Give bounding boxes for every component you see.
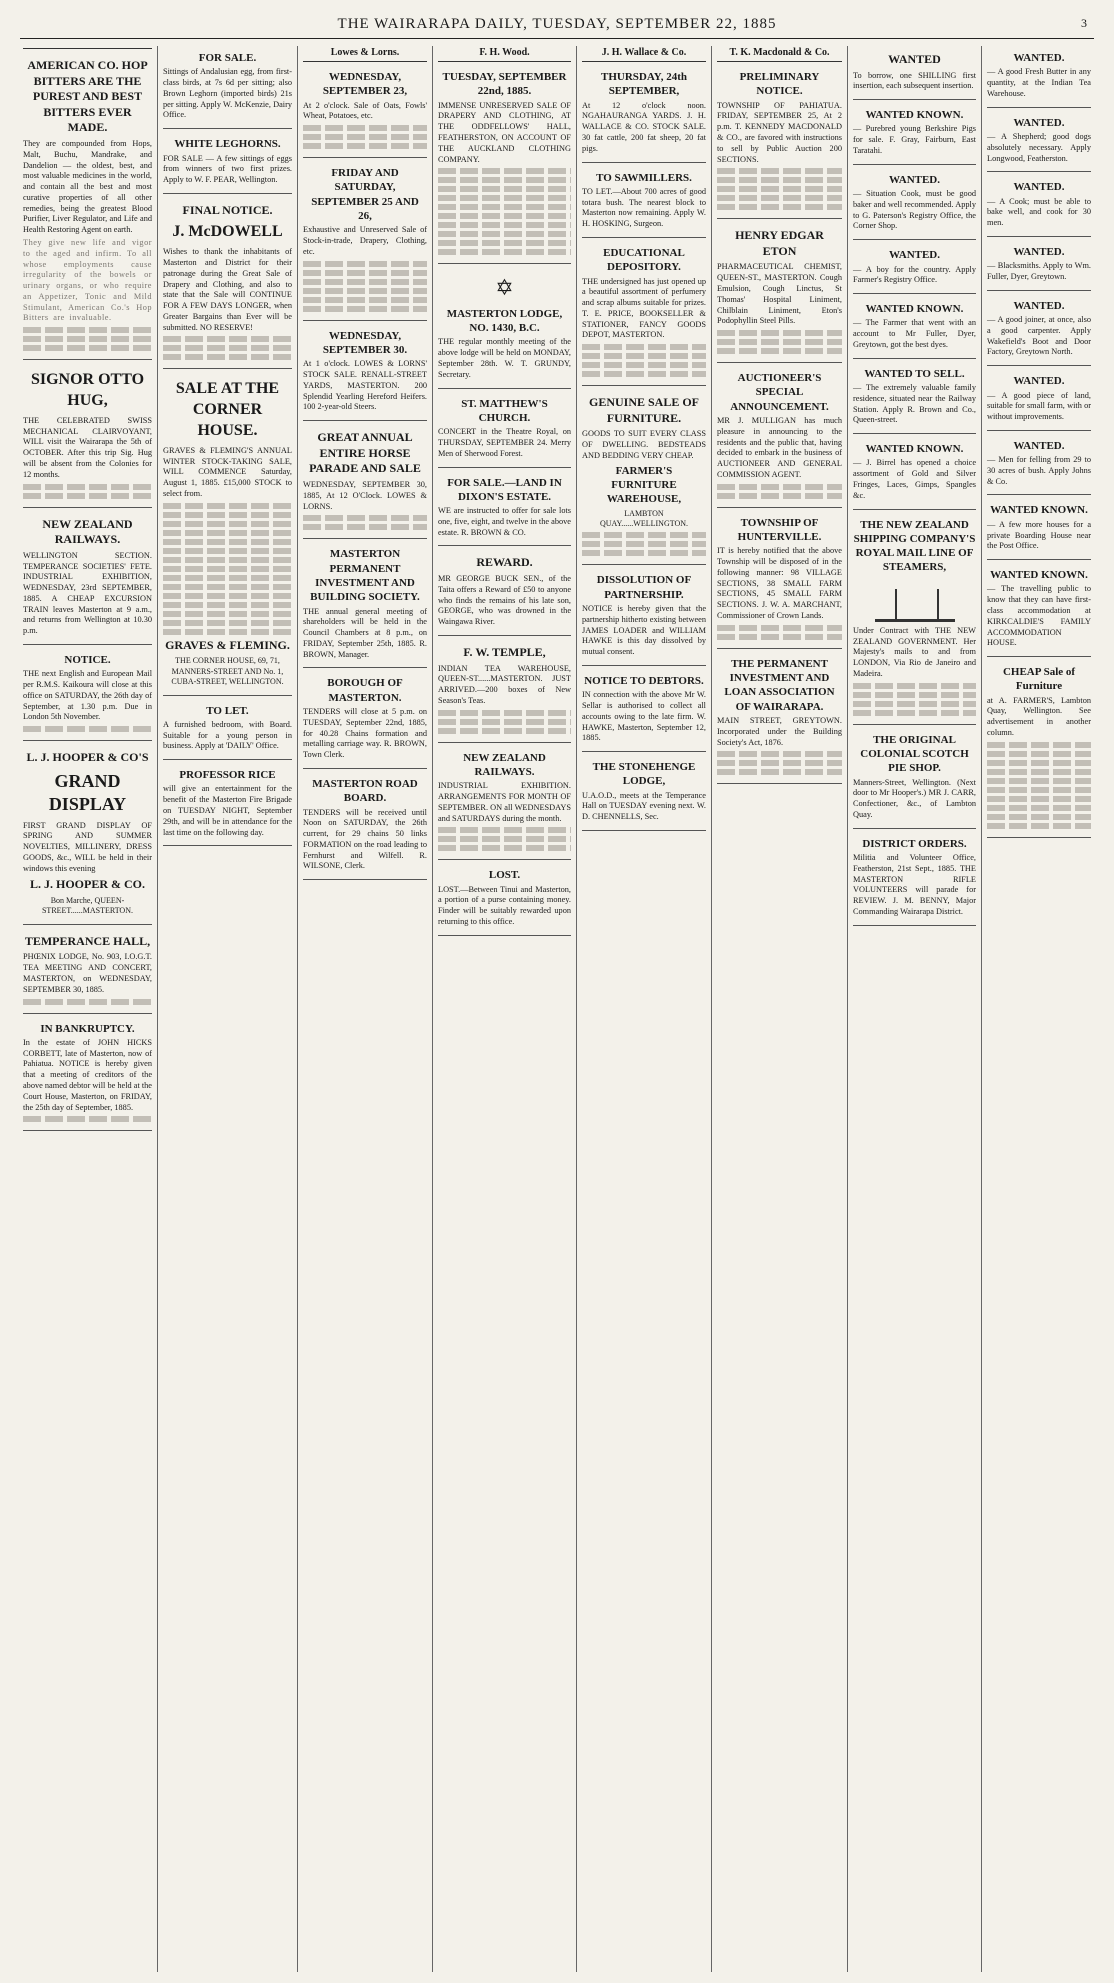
ad-heading: NEW ZEALAND RAILWAYS. xyxy=(463,751,546,778)
ad-wanted-travelling xyxy=(987,563,1091,657)
ad-wanted-3 xyxy=(853,243,976,294)
ad-heading: NEW ZEALAND RAILWAYS. xyxy=(42,516,133,547)
ad-wanted-2 xyxy=(853,168,976,240)
ad-wanted-birrel xyxy=(853,437,976,509)
ad-body: At 1 o'clock. LOWES & LORNS' STOCK SALE. RENALL-STREET YARDS, MASTERTON. 200 Splendid Yearling Hereford Heifers. 100 2-year-old Steers. xyxy=(303,359,427,412)
ad-body: will give an entertainment for the benefit of the Masterton Fire Brigade on TUESDAY NIGHT, September 29th, and will be in attendance for the last time on the following day. xyxy=(163,784,292,837)
ad-body: NOTICE is hereby given that the partnership hitherto existing between JAMES LOADER and WILLIAM HAWKE is this day dissolved by mutual consent. xyxy=(582,604,706,657)
ad-heading: LOST. xyxy=(488,869,521,882)
ad-heading: THE NEW ZEALAND SHIPPING COMPANY'S ROYAL MAIL LINE OF STEAMERS, xyxy=(853,518,976,574)
ad-wanted-1 xyxy=(853,103,976,165)
ad-wanted-shepherd xyxy=(987,111,1091,173)
ad-body: GOODS TO SUIT EVERY CLASS OF DWELLING. BEDSTEADS AND BEDDING VERY CHEAP. xyxy=(582,429,706,460)
ad-body: Bon Marche, QUEEN-STREET......MASTERTON. xyxy=(41,896,133,916)
ad-scotch-pie xyxy=(853,728,976,829)
ad-body: Wishes to thank the inhabitants of Masterton and District for their patronage during the Great Sale of Drapery and Clothing, and also to state that the Sale will CONTINUE FOR A FEW DAYS LONGER, when Greater Bargains than Ever will be submitted. NO RESERVE! xyxy=(163,247,292,332)
ad-heading: FOR SALE. xyxy=(198,52,257,64)
ad-wanted-blacksmiths xyxy=(987,240,1091,291)
ad-heading: REWARD. xyxy=(476,555,533,570)
ad-wanted-5 xyxy=(853,362,976,434)
ad-body: Exhaustive and Unreserved Sale of Stock-in-trade, Drapery, Clothing, etc. xyxy=(303,225,427,256)
ad-permanent-investment xyxy=(717,652,842,785)
ad-wanted-butter xyxy=(987,46,1091,108)
ad-body: — The Farmer that went with an account to Mr Fuller, Dyer, Greytown, got the best dyes. xyxy=(853,318,976,349)
ad-heading: MASTERTON LODGE, NO. 1430, B.C. xyxy=(446,307,563,335)
ad-body: THE CELEBRATED SWISS MECHANICAL CLAIRVOYANT, WILL visit the Wairarapa the 5th of OCTOBER. After this trip Sig. Hug will be absent from the Colonies for 12 months. xyxy=(23,415,152,479)
ad-nz-shipping xyxy=(853,513,976,725)
ad-wallace-stock-sale xyxy=(582,65,706,163)
column-4 xyxy=(433,46,577,1972)
ad-nz-railways xyxy=(23,511,152,645)
ad-heading: TOWNSHIP OF HUNTERVILLE. xyxy=(737,516,822,544)
ad-heading: F. W. TEMPLE, xyxy=(463,644,546,659)
ad-heading: WANTED. xyxy=(1013,439,1065,452)
ad-cheap-furniture xyxy=(987,660,1091,838)
ad-heading: EDUCATIONAL DEPOSITORY. xyxy=(603,246,685,274)
column-8 xyxy=(982,46,1096,1972)
ad-heading: GENUINE SALE OF FURNITURE. xyxy=(588,395,700,425)
ad-body: PHŒNIX LODGE, No. 903, I.O.G.T. TEA MEETING AND CONCERT, MASTERTON, on WEDNESDAY, SEPTEMBER 30, 1885. xyxy=(23,952,152,994)
ad-body: FIRST GRAND DISPLAY OF SPRING AND SUMMER NOVELTIES, MILLINERY, DRESS GOODS, &c., WILL be held in their windows this evening xyxy=(23,820,152,873)
ad-heading: DISSOLUTION OF PARTNERSHIP. xyxy=(596,574,692,601)
ad-road-board xyxy=(303,772,427,880)
ad-hunterville xyxy=(717,511,842,649)
column-head: F. H. Wood. xyxy=(438,46,571,62)
ad-district-orders xyxy=(853,832,976,926)
ad-pahiatua xyxy=(717,65,842,219)
ad-heading: TUESDAY, SEPTEMBER 22nd, 1885. xyxy=(442,71,567,98)
ad-heading: WANTED KNOWN. xyxy=(865,443,964,456)
ad-heading: WANTED xyxy=(888,52,941,66)
ad-heading: ST. MATTHEW'S CHURCH. xyxy=(461,397,548,424)
ad-body: MAIN STREET, GREYTOWN. Incorporated under the Building Society's Act, 1876. xyxy=(717,715,842,747)
ad-heading: WEDNESDAY, SEPTEMBER 23, xyxy=(322,71,408,98)
ad-body: — A Shepherd; good dogs absolutely necessary. Apply Longwood, Featherston. xyxy=(987,131,1091,163)
masonic-emblem-icon: ✡ xyxy=(495,275,514,301)
ad-body: THE CORNER HOUSE, 69, 71, MANNERS-STREET AND No. 1, CUBA-STREET, WELLINGTON. xyxy=(171,656,284,687)
ad-body: — A good joiner, at once, also a good carpenter. Apply Wakefield's Boot and Door Factory, Greytown North. xyxy=(987,315,1091,357)
ad-body: MR J. MULLIGAN has much pleasure in announcing to the residents and the public that, having decided to embark in the business of AUCTIONEER AND GENERAL COMMISSION AGENT. xyxy=(717,416,842,479)
ad-body: WELLINGTON SECTION. TEMPERANCE SOCIETIES' FETE. INDUSTRIAL EXHIBITION, WEDNESDAY, 23rd SEPTEMBER, 1885. A CHEAP EXCURSION TRAIN leaves Masterton at 9 a.m., and returns from Wellington at 10.30 p.m. xyxy=(23,550,152,636)
ad-heading: WANTED KNOWN. xyxy=(865,303,964,316)
ad-body: TENDERS will be received until Noon on SATURDAY, the 26th current, for 29 chains 50 links FORMATION on the road leading to Fernhurst and Wilfell. R. WILSONE, Clerk. xyxy=(303,807,427,871)
ad-lowes-exhaustive-sale xyxy=(303,161,427,321)
ad-temple-tea xyxy=(438,639,571,743)
ad-body: Under Contract with THE NEW ZEALAND GOVERNMENT. Her Majesty's mails to and from LONDON, Via Rio de Janeiro and Madeira. xyxy=(853,625,976,678)
steamship-icon xyxy=(875,579,955,622)
ad-heading: PRELIMINARY NOTICE. xyxy=(739,71,820,98)
ad-reward xyxy=(438,549,571,636)
ad-wanted-cook xyxy=(987,175,1091,237)
ad-body: TOWNSHIP OF PAHIATUA. FRIDAY, SEPTEMBER 25, At 2 p.m. T. KENNEDY MACDONALD & CO., are favored with instructions to sell by Public Auction 200 SECTIONS. xyxy=(717,100,842,164)
page-number: 3 xyxy=(1081,16,1088,30)
ad-body: — A good piece of land, suitable for small farm, with or without improvements. xyxy=(987,390,1091,422)
ad-professor-rice xyxy=(163,763,292,846)
ad-mcdowell xyxy=(163,197,292,370)
ad-heading: WEDNESDAY, SEPTEMBER 30. xyxy=(322,329,408,356)
ad-body: LAMBTON QUAY......WELLINGTON. xyxy=(599,508,689,529)
ad-wanted-land xyxy=(987,369,1091,431)
ad-heading: SIGNOR OTTO HUG, xyxy=(30,371,145,410)
ad-heading: MASTERTON ROAD BOARD. xyxy=(312,777,418,805)
ad-lost xyxy=(438,863,571,935)
ad-heading: WANTED. xyxy=(888,249,941,262)
ad-body: — J. Birrel has opened a choice assortment of Gold and Silver Fringes, Laces, Gimps, Spangles &c. xyxy=(853,458,976,500)
column-7 xyxy=(848,46,982,1972)
ad-railways-exhibition xyxy=(438,746,571,861)
ad-building-society xyxy=(303,542,427,668)
ad-educational-depository xyxy=(582,241,706,386)
masthead xyxy=(20,16,1094,39)
column-5 xyxy=(577,46,712,1972)
ad-body: Sittings of Andalusian egg, from first-class birds, at 7s 6d per sitting; also Brown Leghorn (imported birds) 21s per sitting. Apply W. McKenzie, Dairy Office. xyxy=(163,67,292,120)
ad-body: — A Cook; must be able to bake well, and cook for 30 men. xyxy=(987,196,1091,228)
ad-heading: WANTED. xyxy=(1013,375,1065,388)
ad-heading: TO LET. xyxy=(206,704,249,717)
ad-body: Militia and Volunteer Office, Featherston, 21st Sept., 1885. THE MASTERTON RIFLE VOLUNTEERS will parade for REVIEW. J. M. BENNY, Major Commanding Wairarapa District. xyxy=(853,852,976,916)
ad-graves-fleming-sale xyxy=(163,372,292,695)
ad-heading: SALE AT THE CORNER HOUSE. xyxy=(175,380,280,440)
ad-body: FOR SALE — A few sittings of eggs from winners of two first prizes. Apply to W. F. PEAR, Wellington. xyxy=(163,153,292,185)
ad-body: TENDERS will close at 5 p.m. on TUESDAY, September 22nd, 1885, for 40.28 Chains formation and metalling carriage way. R. BROWN, Town Clerk. xyxy=(303,707,427,760)
ad-henry-eton xyxy=(717,222,842,363)
ad-body: — Men for felling from 29 to 30 acres of bush. Apply Johns & Co. xyxy=(987,455,1091,486)
ad-temperance-hall xyxy=(23,928,152,1014)
ad-body: In the estate of JOHN HICKS CORBETT, late of Masterton, now of Pahiatua. NOTICE is hereby given that a meeting of creditors of the above named debtor will be held at the Court House, Masterton, on FRIDAY, the 25th day of September, 1885. xyxy=(23,1037,152,1112)
ad-heading: FOR SALE.—LAND IN DIXON'S ESTATE. xyxy=(447,476,562,503)
ad-body: at A. FARMER'S, Lambton Quay, Wellington. See advertisement in another column. xyxy=(987,695,1091,738)
ad-body: THE next English and European Mail per R.M.S. Kaikoura will close at this office on SATURDAY, the 26th day of September, at 1.30 p.m. Due in London 5th November. xyxy=(23,669,152,722)
ad-heading: IN BANKRUPTCY. xyxy=(40,1022,135,1035)
ad-heading: THE ORIGINAL COLONIAL SCOTCH PIE SHOP. xyxy=(860,733,969,775)
ad-body: — A few more houses for a private Boarding House near the Post Office. xyxy=(987,519,1091,551)
ad-land-dixon xyxy=(438,471,571,547)
ad-body: — Purebred young Berkshire Pigs for sale. F. Gray, Fairburn, East Taratahi. xyxy=(853,124,976,156)
ad-st-matthews xyxy=(438,392,571,468)
ad-wanted-rates xyxy=(853,46,976,100)
ad-heading: GRAVES & FLEMING. xyxy=(165,637,290,652)
ad-to-sawmillers xyxy=(582,166,706,238)
ad-notice-debtors xyxy=(582,669,706,752)
ad-heading: TO SAWMILLERS. xyxy=(596,171,692,184)
ad-hop-bitters: AMERICAN CO. HOP BITTERS ARE THE PUREST AND BEST BITTERS EVER MADE. They are compounded from Hops, Malt, Buchu, Mandrake, and Dandelion — the oldest, best, and most valuable medicines in the world, and contain all the best and most curative properties of all other remedies, being the greatest Blood Purifier, Liver Regulator, and Life and Health Restoring Agent on earth. They give new life and vigor to the aged and infirm. To all whose employments cause irregularity of the bowels or urinary organs, or who require an Appetizer, Tonic and Mild Stimulant, American Co.'s Hop Bitters are invaluable. xyxy=(23,52,152,360)
ad-heading: TEMPERANCE HALL, xyxy=(24,933,151,948)
ad-heading: L. J. HOOPER & CO. xyxy=(29,877,145,892)
ad-wanted-men xyxy=(987,434,1091,496)
ad-wanted-4 xyxy=(853,297,976,359)
ad-heading: MASTERTON PERMANENT INVESTMENT AND BUILDING SOCIETY. xyxy=(310,548,420,604)
ad-heading: FRIDAY AND SATURDAY, SEPTEMBER 25 AND 26, xyxy=(311,167,419,223)
ad-heading: THE PERMANENT INVESTMENT AND LOAN ASSOCIATION OF WAIRARAPA. xyxy=(724,657,835,713)
ad-dissolution xyxy=(582,568,706,666)
ad-heading: NOTICE TO DEBTORS. xyxy=(584,674,704,687)
ad-body: PHARMACEUTICAL CHEMIST, QUEEN-ST., MASTERTON. Cough Emulsion, Cough Linctus, St Thomas' Hospital Liniment, Chilblain Liniment, Eton's Podophyllin Steel Pills. xyxy=(717,262,842,326)
ad-heading: WANTED KNOWN. xyxy=(990,569,1088,582)
ad-heading: BOROUGH OF MASTERTON. xyxy=(327,677,403,704)
ad-lowes-sale-oats xyxy=(303,65,427,158)
column-head xyxy=(23,46,152,49)
ad-white-leghorns xyxy=(163,132,292,194)
column-3 xyxy=(298,46,433,1972)
ad-wood-sale xyxy=(438,65,571,264)
ad-body: INDUSTRIAL EXHIBITION. ARRANGEMENTS FOR MONTH OF SEPTEMBER. ON all WEDNESDAYS and SATURDAYS during the month. xyxy=(438,781,571,823)
ad-bankruptcy xyxy=(23,1017,152,1132)
ad-heading: NOTICE. xyxy=(64,653,111,666)
ad-heading: HENRY EDGAR ETON xyxy=(735,228,824,258)
ad-body: At 12 o'clock noon. NGAHAURANGA YARDS. J. H. WALLACE & CO. STOCK SALE. 30 fat cattle, 200 fat sheep, 20 fat pigs. xyxy=(582,100,706,153)
ad-body: WEDNESDAY, SEPTEMBER 30, 1885, At 12 O'Clock. LOWES & LORNS. xyxy=(303,479,427,511)
ad-borough-masterton xyxy=(303,671,427,769)
ad-masonic-lodge xyxy=(438,267,571,388)
ad-heading: CHEAP Sale of Furniture xyxy=(1002,666,1076,693)
ad-body: U.A.O.D., meets at the Temperance Hall on TUESDAY evening next. W. D. CHENNELLS, Sec. xyxy=(582,790,706,822)
column-head: T. K. Macdonald & Co. xyxy=(717,46,842,62)
ad-heading: FARMER'S FURNITURE WAREHOUSE, xyxy=(606,464,682,506)
ad-body: WE are instructed to offer for sale lots one, five, eight, and twelve in the above estate. R. BROWN & CO. xyxy=(438,506,571,537)
ad-body: At 2 o'clock. Sale of Oats, Fowls' Wheat, Potatoes, etc. xyxy=(303,100,427,121)
masthead-title: THE WAIRARAPA DAILY, TUESDAY, SEPTEMBER 22, 1885 xyxy=(337,16,777,32)
ad-body: — Situation Cook, must be good baker and well recommended. Apply to G. Paterson's Registry Office, the Corner Shop. xyxy=(853,189,976,231)
ad-body: GRAVES & FLEMING'S ANNUAL WINTER STOCK-TAKING SALE, WILL COMMENCE Saturday, August 1, 1885. £15,000 STOCK to select from. xyxy=(163,445,292,498)
ad-heading: WANTED. xyxy=(888,173,941,186)
ad-heading: DISTRICT ORDERS. xyxy=(862,837,967,850)
ad-wanted-joiner xyxy=(987,294,1091,366)
ad-heading: WHITE LEGHORNS. xyxy=(174,138,281,151)
ad-body: INDIAN TEA WAREHOUSE, QUEEN-ST......MASTERTON. JUST ARRIVED.—200 boxes of New Season's Teas. xyxy=(438,663,571,705)
ad-body: MR GEORGE BUCK SEN., of the Taita offers a Reward of £50 to anyone who finds the remains of his late son, GEORGE, who was drowned in the Waingawa River. xyxy=(438,574,571,627)
ad-genuine-sale-furniture xyxy=(582,389,706,565)
ad-heading: WANTED. xyxy=(1013,116,1065,129)
ad-body: — The extremely valuable family residence, situated near the Railway Station. Apply R. Brown and Co., Queen-street. xyxy=(853,383,976,425)
ad-mulligan xyxy=(717,366,842,508)
ad-heading: WANTED TO SELL. xyxy=(864,367,965,380)
ad-body: LOST.—Between Tinui and Masterton, a portion of a purse containing money. Finder will be suitably rewarded upon returning to this office. xyxy=(438,884,571,927)
ad-heading: WANTED. xyxy=(1013,245,1065,258)
ad-lowes-stock-sale xyxy=(303,324,427,422)
ad-heading: L. J. HOOPER & CO'S xyxy=(26,750,149,765)
ad-heading: AMERICAN CO. HOP BITTERS ARE THE PUREST AND BEST BITTERS EVER MADE. xyxy=(27,58,148,135)
ad-body: IT is hereby notified that the above Township will be disposed of in the following manner: 98 VILLAGE SECTIONS, 38 SMALL FARM SECTIONS, 45 SMALL FARM SECTIONS. J. W. A. MARCHANT, Commissioner of Crown Lands. xyxy=(717,546,842,621)
ad-wanted-houses xyxy=(987,498,1091,560)
ad-heading: WANTED KNOWN. xyxy=(865,109,964,122)
ad-hooper-display: L. J. HOOPER & CO'S GRAND DISPLAY FIRST GRAND DISPLAY OF SPRING AND SUMMER NOVELTIES, MILLINERY, DRESS GOODS, &c., WILL be held in their windows this evening L. J. HOOPER & CO. Bon Marche, QUEEN-STREET......MASTERTON. xyxy=(23,744,152,925)
ad-body: IMMENSE UNRESERVED SALE OF DRAPERY AND CLOTHING, AT THE ODDFELLOWS' HALL, FEATHERSTON, ON ACCOUNT OF THE AUCKLAND CLOTHING COMPANY. xyxy=(438,100,571,164)
ad-body: THE regular monthly meeting of the above lodge will be held on MONDAY, September 28th. W. T. GRUNDY, Secretary. xyxy=(438,337,571,379)
column-head: Lowes & Lorns. xyxy=(303,46,427,62)
ad-heading: WANTED. xyxy=(1013,299,1065,312)
ad-for-sale-eggs xyxy=(163,46,292,129)
column-head: J. H. Wallace & Co. xyxy=(582,46,706,62)
ad-body: THE undersigned has just opened up a beautiful assortment of perfumery and scrap albums suitable for prizes. T. E. PRICE, BOOKSELLER & STATIONER, FANCY GOODS DEPOT, MASTERTON. xyxy=(582,276,706,340)
ad-body: — The travelling public to know that they can have first-class accommodation at KIRKCALDIE'S FAMILY ACCOMMODATION HOUSE. xyxy=(987,584,1091,648)
column-6 xyxy=(712,46,848,1972)
ad-heading: THURSDAY, 24th SEPTEMBER, xyxy=(601,71,687,98)
ad-body: To borrow, one SHILLING first insertion, each subsequent insertion. xyxy=(853,70,976,91)
ad-body: They are compounded from Hops, Malt, Buchu, Mandrake, and Dandelion — the oldest, best, and most valuable medicines in the world, and contain all the best and most curative properties of all other remedies, being the greatest Blood Purifier, Liver Regulator, and Life and Health Restoring Agent on earth. xyxy=(23,138,152,235)
ad-to-let xyxy=(163,699,292,761)
ad-body: THE annual general meeting of shareholders will be held in the Council Chambers at 8 p.m., on FRIDAY, September 25th, 1885. R. BROWN, Manager. xyxy=(303,606,427,659)
ad-body: Manners-Street, Wellington. (Next door to Mr Hooper's.) MR J. CARR, Confectioner, &c., of Lambton Quay. xyxy=(853,777,976,819)
ad-body: — Blacksmiths. Apply to Wm. Fuller, Dyer, Greytown. xyxy=(987,261,1091,281)
ad-heading: THE STONEHENGE LODGE, xyxy=(592,761,696,788)
ad-heading: WANTED KNOWN. xyxy=(990,504,1088,517)
ad-horse-parade xyxy=(303,424,427,539)
ad-body: IN connection with the above Mr W. Sellar is authorised to collect all accounts owing to the late firm. W. HAWKE, Masterton, September 12, 1885. xyxy=(582,690,706,743)
column-2 xyxy=(158,46,298,1972)
ad-notice-mail xyxy=(23,648,152,741)
ad-heading: FINAL NOTICE. xyxy=(182,202,273,217)
ad-heading: WANTED. xyxy=(1013,181,1065,194)
ad-body: — A good Fresh Butter in any quantity, at the Indian Tea Warehouse. xyxy=(987,67,1091,98)
ad-body: CONCERT in the Theatre Royal, on THURSDAY, SEPTEMBER 24. Merry Men of Sherwood Forest. xyxy=(438,427,571,458)
ad-stonehenge-lodge xyxy=(582,755,706,831)
ad-heading: PROFESSOR RICE xyxy=(179,769,276,782)
ad-heading: J. McDOWELL xyxy=(172,223,283,241)
ad-heading: WANTED. xyxy=(1013,52,1065,64)
ad-body: A furnished bedroom, with Board. Suitable for a young person in business. Apply at 'DAILY' Office. xyxy=(163,719,292,751)
ad-signor-otto-hug xyxy=(23,363,152,507)
ad-heading: AUCTIONEER'S SPECIAL ANNOUNCEMENT. xyxy=(730,372,829,413)
ad-heading: GREAT ANNUAL ENTIRE HORSE PARADE AND SALE xyxy=(309,430,421,476)
ad-body: — A boy for the country. Apply Farmer's Registry Office. xyxy=(853,264,976,285)
column-1 xyxy=(18,46,158,1972)
ad-body: TO LET.—About 700 acres of good totara bush. The nearest block to Masterton now remaining. Apply W. H. HOSKING, Surgeon. xyxy=(582,186,706,229)
